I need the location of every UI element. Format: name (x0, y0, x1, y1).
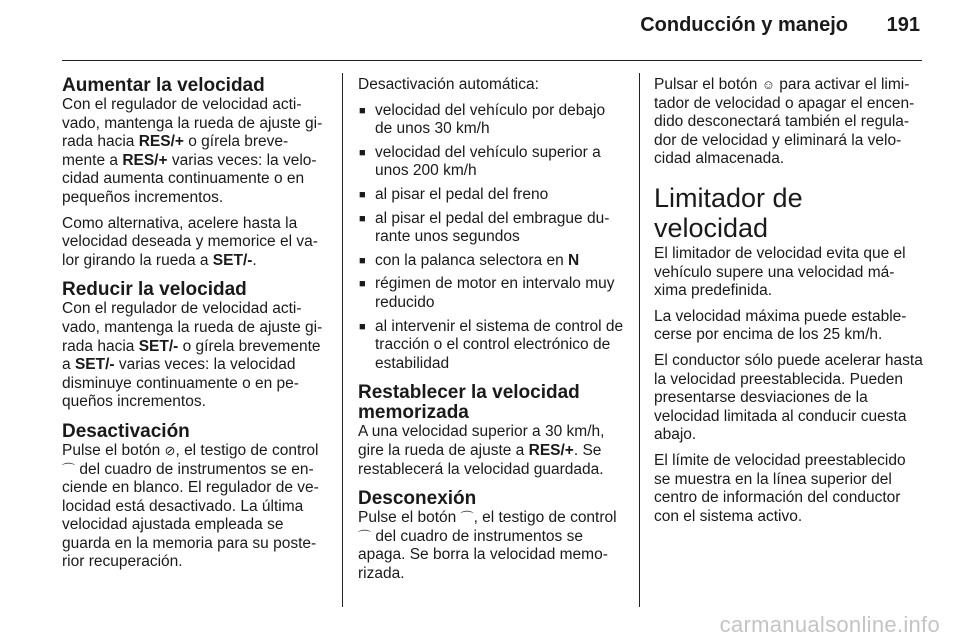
heading-reducir: Reducir la velocidad (62, 279, 247, 301)
list-item: ■ al pisar el pedal del freno (358, 186, 624, 205)
heading-limitador: Limitador de velocidad (654, 182, 803, 243)
paragraph: Con el regulador de velocidad acti-vado, mantenga la rueda de ajuste gi-rada hacia RES/+ o gírela breve-mente a RES/+ varias veces: la velo-cidad aumenta continuamente o en pequeños incrementos. (62, 96, 323, 206)
heading-desactivacion: Desactivación (62, 420, 190, 442)
page-number: 191 (886, 14, 920, 36)
cruise-indicator-icon: ⌒ (62, 461, 76, 477)
auto-deactivation-title: Desactivación automática: (358, 76, 539, 93)
cruise-indicator-icon: ⌒ (460, 510, 474, 526)
column-divider (639, 73, 640, 607)
paragraph: Con el regulador de velocidad acti-vado, mantenga la rueda de ajuste gi-rada hacia SET/- o gírela brevemente a SET/- varias veces: la velocidad disminuye continuamente o en pe-queños incrementos. (62, 300, 323, 411)
heading-aumentar: Aumentar la velocidad (62, 75, 265, 96)
list-item: ■ velocidad del vehículo por debajo de unos 30 km/h (358, 102, 624, 139)
paragraph: El límite de velocidad preestablecido se muestra en la línea superior del centro de información del conductor con el sistema activo. (654, 451, 906, 525)
paragraph: El limitador de velocidad evita que el vehículo supere una velocidad má-xima predefinida. (654, 244, 906, 300)
heading-restablecer: Restablecer la velocidad memorizada (358, 382, 580, 424)
cruise-indicator-icon: ⌒ (358, 528, 372, 544)
paragraph: Pulsar el botón ☺ para activar el limi-tador de velocidad o apagar el encen-dido desconectará también el regula-dor de velocidad y eliminará la velo-cidad almacenada. (654, 76, 915, 168)
speed-limiter-button-icon: ☺ (761, 77, 775, 92)
list-item: ■ con la palanca selectora en N (358, 252, 624, 271)
list-item: ■ al pisar el pedal del embrague du-rante unos segundos (358, 210, 624, 247)
column-3 (654, 76, 924, 533)
column-divider (342, 73, 343, 607)
list-item: ■ régimen de motor en intervalo muy reducido (358, 275, 624, 312)
list-item: ■ velocidad del vehículo superior a unos 200 km/h (358, 144, 624, 181)
paragraph: La velocidad máxima puede estable-cerse por encima de los 25 km/h. (654, 307, 907, 344)
heading-desconexion: Desconexión (358, 488, 477, 510)
column-2 (358, 76, 624, 590)
cruise-off-button-icon: ⊘ (164, 442, 176, 458)
page-header (0, 0, 960, 60)
header-title: Conducción y manejo (640, 14, 848, 36)
paragraph: Pulse el botón ⊘, el testigo de control ⌒ del cuadro de instrumentos se en-ciende en blanco. El regulador de ve-locidad está desactivado. La última velocidad ajustada empleada se guarda en la memoria para su poste-rior recuperación. (62, 441, 319, 571)
paragraph: A una velocidad superior a 30 km/h, gire la rueda de ajuste a RES/+. Se restablecerá la velocidad guardada. (358, 423, 605, 478)
list-item: ■ al intervenir el sistema de control de tracción o el control electrónico de estabilidad (358, 318, 624, 374)
paragraph: Pulse el botón ⌒, el testigo de control ⌒ del cuadro de instrumentos se apaga. Se borra la velocidad memo-rizada. (358, 509, 617, 582)
paragraph: El conductor sólo puede acelerar hasta la velocidad preestablecida. Pueden presentarse desviaciones de la velocidad limitada al conducir cuesta abajo. (654, 351, 923, 444)
column-1 (62, 76, 330, 579)
bullet-list (358, 102, 624, 374)
header-divider (62, 60, 922, 61)
paragraph: Como alternativa, acelere hasta la velocidad deseada y memorice el va-lor girando la rueda a SET/-. (62, 214, 318, 269)
watermark: carmanualsonline.info (719, 612, 940, 637)
